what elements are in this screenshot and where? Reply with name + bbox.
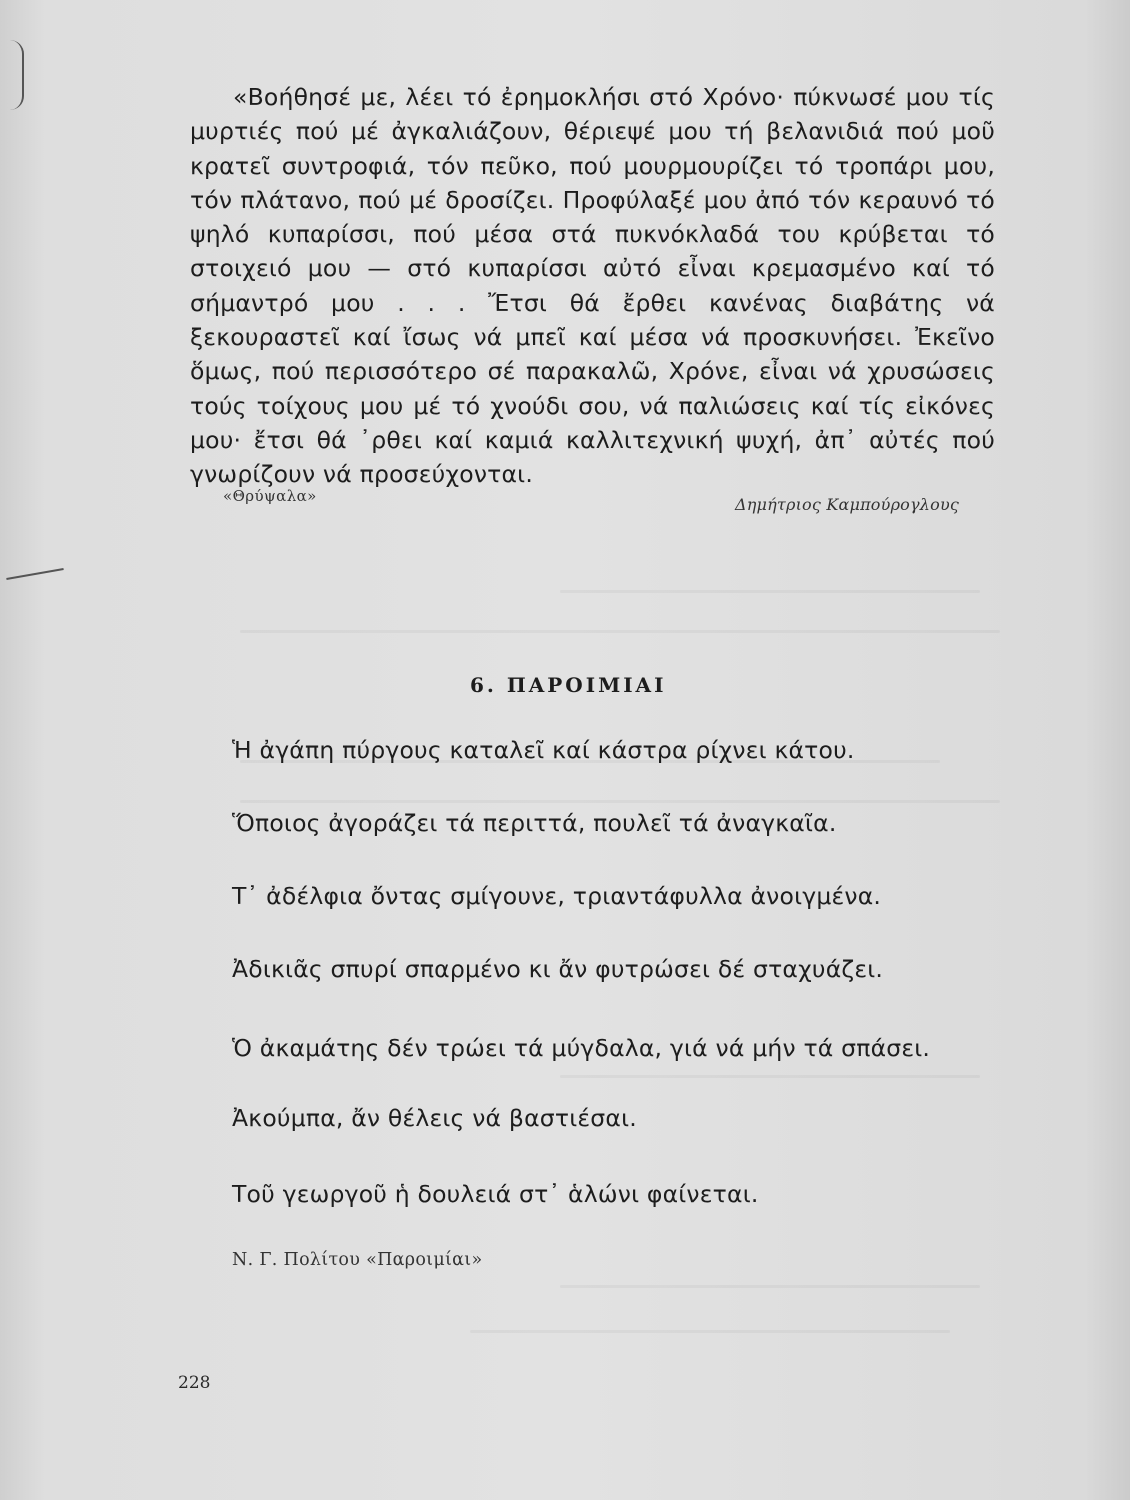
margin-pencil-mark (0, 40, 24, 110)
bleed-through-line (560, 1285, 980, 1288)
proverb-line: Ἀκούμπα, ἄν θέλεις νά βαστιέσαι. (232, 1104, 637, 1132)
proverb-line: Ὁ ἀκαμάτης δέν τρώει τά μύγδαλα, γιά νά μήν τά σπάσει. (232, 1034, 931, 1062)
bleed-through-line (560, 590, 980, 593)
passage-author: Δημήτριος Καμπούρογλους (735, 495, 960, 514)
section-heading: 6. ΠΑΡΟΙΜΙΑΙ (470, 673, 667, 697)
proverb-line: Ἀδικιᾶς σπυρί σπαρμένο κι ἄν φυτρώσει δέ σταχυάζει. (232, 955, 884, 983)
proverb-line: Ἡ ἀγάπη πύργους καταλεῖ καί κάστρα ρίχνει κάτου. (232, 736, 855, 764)
proverbs-source: Ν. Γ. Πολίτου «Παροιμίαι» (232, 1250, 483, 1270)
proverb-line: Τοῦ γεωργοῦ ἡ δουλειά στ᾽ ἁλώνι φαίνεται. (232, 1180, 759, 1208)
prose-passage: «Βοήθησέ με, λέει τό ἐρημοκλήσι στό Χρόνο· πύκνωσέ μου τίς μυρτιές πού μέ ἀγκαλιάζουν, θέριεψέ μου τή βελανιδιά πού μοῦ κρατεῖ συντροφιά, τόν πεῦκο, πού μουρμουρίζει τό τροπάρι μου, τόν πλάτανο, πού μέ δροσίζει. Προφύλαξέ μου ἀπό τόν κεραυνό τό ψηλό κυπαρίσσι, πού μέσα στά πυκνόκλαδά του κρύβεται τό στοιχειό μου — στό κυπαρίσσι αὐτό εἶναι κρεμασμένο καί τό σήμαντρό μου . . . Ἔτσι θά ἔρθει κανένας διαβάτης νά ξεκουραστεῖ καί ἴσως νά μπεῖ καί μέσα νά προσκυνήσει. Ἐκεῖνο ὅμως, πού περισσότερο σέ παρακαλῶ, Χρόνε, εἶναι νά χρυσώσεις τούς τοίχους μου μέ τό χνούδι σου, νά παλιώσεις καί τίς εἰκόνες μου· ἔτσι θά ᾽ρθει καί καμιά καλλιτεχνική ψυχή, ἀπ᾽ αὐτές πού γνωρίζουν νά προσεύχονται. (190, 83, 995, 489)
bleed-through-line (560, 1075, 980, 1078)
passage-source: «Θρύψαλα» (223, 487, 317, 505)
bleed-through-line (470, 1330, 950, 1333)
page-number: 228 (178, 1373, 211, 1393)
margin-pencil-dash (6, 568, 63, 580)
proverb-line: Τ᾽ ἀδέλφια ὄντας σμίγουνε, τριαντάφυλλα ἀνοιγμένα. (232, 882, 882, 910)
proverb-line: Ὅποιος ἀγοράζει τά περιττά, πουλεῖ τά ἀναγκαῖα. (232, 809, 837, 837)
bleed-through-line (240, 630, 1000, 633)
bleed-through-line (240, 800, 1000, 803)
